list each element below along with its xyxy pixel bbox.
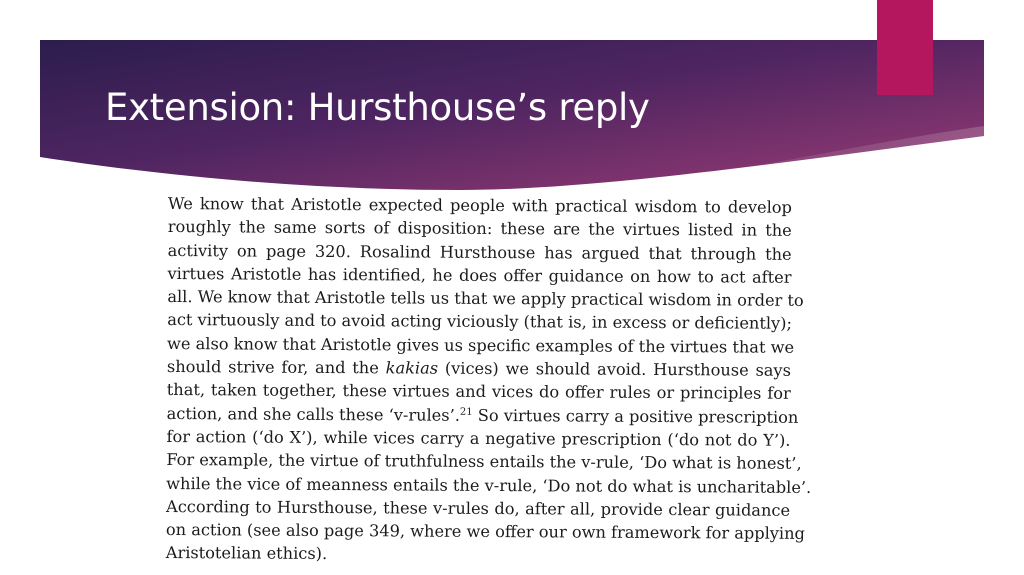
excerpt-line: while the vice of meanness entails the v-rule, ‘Do not do what is uncharitable’.: [166, 473, 812, 497]
excerpt-line: virtues Aristotle has identified, he does offer guidance on how to act after: [167, 263, 792, 287]
excerpt-text: So virtues carry a positive prescription: [472, 405, 799, 427]
excerpt-line: For example, the virtue of truthfulness entails the v-rule, ‘Do what is honest’,: [166, 450, 802, 474]
footnote-marker: 21: [459, 406, 473, 418]
excerpt-line: for action (‘do X’), while vices carry a negative prescription (‘do not do Y’).: [166, 426, 791, 450]
excerpt-line: According to Hursthouse, these v-rules do, after all, provide clear guidance: [166, 496, 791, 520]
excerpt-line: on action (see also page 349, where we offer our own framework for applying: [165, 520, 805, 544]
excerpt-line: We know that Aristotle expected people with practical wisdom to develop: [167, 193, 792, 217]
scanned-text-excerpt: [165, 192, 812, 574]
excerpt-line: Aristotelian ethics).: [165, 543, 328, 564]
excerpt-line: roughly the same sorts of disposition: these are the virtues listed in the: [167, 217, 792, 241]
excerpt-line: that, taken together, these virtues and vices do offer rules or principles for: [166, 380, 791, 404]
excerpt-text: should strive for, and the: [166, 357, 386, 378]
excerpt-text: (vices) we should avoid. Hursthouse says: [438, 358, 791, 380]
excerpt-line: act virtuously and to avoid acting viciously (that is, in excess or deficiently);: [167, 310, 793, 334]
excerpt-text: action, and she calls these ‘v-rules’.: [166, 403, 460, 425]
excerpt-line: we also know that Aristotle gives us specific examples of the virtues that we: [167, 333, 795, 357]
excerpt-italic-term: kakias: [385, 358, 439, 378]
excerpt-line: activity on page 320. Rosalind Hursthouse has argued that through the: [167, 240, 792, 264]
slide-title: Extension: Hursthouse’s reply: [105, 86, 650, 129]
excerpt-line: all. We know that Aristotle tells us that we apply practical wisdom in order to: [167, 287, 804, 311]
accent-tab: [877, 0, 933, 95]
